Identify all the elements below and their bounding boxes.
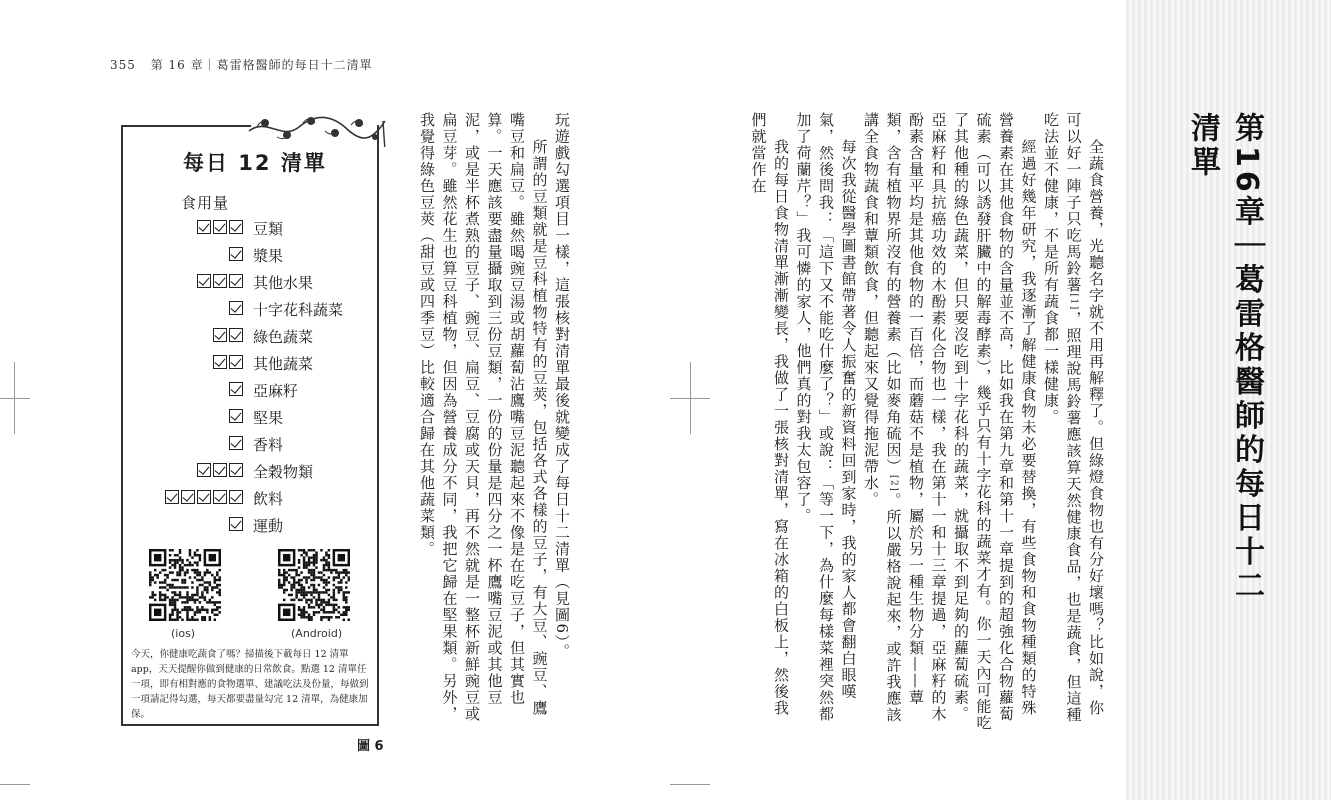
checklist-item-label: 豆類 — [253, 220, 284, 238]
checked-box-icon — [181, 490, 195, 504]
checkbox-group — [229, 301, 243, 315]
checked-box-icon — [197, 274, 211, 288]
paragraph: 我的每日食物清單漸漸變長，我做了一張核對清單，寫在冰箱的白板上，然後我們就當作在 — [749, 112, 790, 717]
checked-box-icon — [197, 490, 211, 504]
checklist-item-label: 十字花科蔬菜 — [253, 301, 344, 319]
checked-box-icon — [229, 490, 243, 504]
checkbox-group — [197, 220, 243, 234]
paragraph: 玩遊戲勾選項目一樣，這張核對清單最後就變成了每日十二清單（見圖6）。 — [553, 112, 571, 661]
paragraph: 經過好幾年研究，我逐漸了解健康食物未必要替換，有些食物和食物種類的特殊營養素在其他食物的含量並不高，比如我在第九章和第十一章提到的超強化合物蘿蔔硫素（可以誘發肝臟中的解毒酵素），幾乎只有十字花科的蔬菜才有。你一天內可能吃了其他種的綠色蔬菜，但只要沒吃到十字花科的蔬菜，就攝取不到足夠的蘿蔔硫素。亞麻籽和具抗癌功效的木酚素化合物也一樣，我在第十一和十三章提過，亞麻籽的木酚素含量平均是其他食物的一百倍，而蘑菇不是植物，屬於另一種生物分類——蕈類，含有植物界所沒有的營養素（比如麥角硫因）[2]。所以嚴格說起來，或許我應該講全食物蔬食和蕈類飲食，但聽起來又覺得拖泥帶水。 — [862, 112, 1038, 732]
checklist-item-label: 漿果 — [253, 247, 284, 265]
checked-box-icon — [229, 409, 243, 423]
qr-code-ios — [149, 549, 221, 621]
checked-box-icon — [213, 274, 227, 288]
quantity-header: 食用量 — [181, 194, 230, 212]
checklist-title: 每日 12 清單 — [183, 151, 327, 175]
checklist-item-label: 全穀物類 — [253, 463, 314, 481]
checkbox-group — [229, 436, 243, 450]
checkbox-group — [229, 517, 243, 531]
checked-box-icon — [229, 301, 243, 315]
checklist-item — [123, 220, 379, 240]
checked-box-icon — [197, 220, 211, 234]
checked-box-icon — [197, 463, 211, 477]
checkbox-group — [197, 274, 243, 288]
checklist-item — [123, 247, 379, 267]
checked-box-icon — [229, 274, 243, 288]
checklist-item — [123, 328, 379, 348]
checkbox-group — [229, 247, 243, 261]
checkbox-group — [197, 463, 243, 477]
checked-box-icon — [229, 436, 243, 450]
checklist-item-label: 其他蔬菜 — [253, 355, 314, 373]
footnote-ref: [1] — [1068, 293, 1079, 311]
left-page-body — [413, 112, 573, 732]
checked-box-icon — [229, 355, 243, 369]
checklist-item — [123, 517, 379, 537]
box-top-border — [123, 125, 251, 127]
checked-box-icon — [213, 355, 227, 369]
running-header-chapter: 第 16 章｜葛雷格醫師的每日十二清單 — [150, 58, 373, 72]
checked-box-icon — [229, 328, 243, 342]
qr-label-ios: (ios) — [171, 627, 196, 640]
qr-label-android: (Android) — [291, 627, 343, 640]
figure-label: 圖 6 — [357, 739, 384, 754]
crop-mark — [0, 784, 30, 785]
checklist-item — [123, 409, 379, 429]
checklist-item-label: 香料 — [253, 436, 284, 454]
checkbox-group — [165, 490, 243, 504]
right-page-body — [749, 112, 1107, 732]
checklist-item-label: 其他水果 — [253, 274, 314, 292]
checked-box-icon — [229, 220, 243, 234]
checklist-item-label: 堅果 — [253, 409, 284, 427]
checklist-item-label: 飲料 — [253, 490, 284, 508]
checked-box-icon — [213, 490, 227, 504]
checked-box-icon — [213, 463, 227, 477]
paragraph: 所謂的豆類就是豆科植物特有的豆莢，包括各式各樣的豆子，有大豆、豌豆、鷹嘴豆和扁豆。雖然喝豌豆湯或胡蘿蔔沾鷹嘴豆泥聽起來不像是在吃豆子，但其實也算。一天應該要盡量攝取到三份豆類，一份的份量是四分之一杯鷹嘴豆泥或其他豆泥，或是半杯煮熟的豆子、豌豆、扁豆、豆腐或天貝，再不然就是一整杯新鮮豌豆或扁豆芽。雖然花生也算豆科植物，但因為營養成分不同，我把它歸在堅果類。另外，我覺得綠色豆莢（甜豆或四季豆）比較適合歸在其他蔬菜類。 — [418, 112, 549, 723]
crop-mark — [0, 398, 30, 399]
vine-ornament-icon — [247, 111, 387, 147]
crop-mark — [670, 784, 710, 785]
checklist-note: 今天，你健康吃蔬食了嗎？掃描後下載每日 12 清單 app，天天提醒你做到健康的日常飲食。點選 12 清單任一項，即有相對應的食物選單、建議吃法及份量，每做到一項請記得勾選，每天都要盡量勾完 12 清單，為健康加保。 — [131, 649, 369, 720]
checked-box-icon — [229, 463, 243, 477]
daily-dozen-figure — [121, 125, 379, 726]
checklist-item-label: 綠色蔬菜 — [253, 328, 314, 346]
checklist-item — [123, 301, 379, 321]
checkbox-group — [213, 355, 243, 369]
checked-box-icon — [229, 247, 243, 261]
crop-mark — [14, 362, 15, 434]
checked-box-icon — [213, 220, 227, 234]
checked-box-icon — [229, 517, 243, 531]
checklist-item-label: 運動 — [253, 517, 284, 535]
checklist-item-label: 亞麻籽 — [253, 382, 299, 400]
checklist-item — [123, 274, 379, 294]
checklist-item — [123, 463, 379, 483]
qr-code-android — [278, 549, 350, 621]
checked-box-icon — [213, 328, 227, 342]
checklist-item — [123, 382, 379, 402]
checkbox-group — [229, 382, 243, 396]
checklist-item — [123, 490, 379, 510]
checklist-item — [123, 436, 379, 456]
page-number: 355 — [110, 58, 136, 72]
checkbox-group — [213, 328, 243, 342]
checklist-item — [123, 355, 379, 375]
checked-box-icon — [165, 490, 179, 504]
paragraph: 每次我從醫學圖書館帶著令人振奮的新資料回到家時，我的家人都會翻白眼嘆氣，然後問我：「這下又不能吃什麼了？」或說：「等一下，為什麼每樣菜裡突然都加了荷蘭芹？」我可憐的家人，他們真的對我太包容了。 — [794, 112, 858, 723]
crop-mark — [690, 362, 691, 434]
checked-box-icon — [229, 382, 243, 396]
footnote-ref: [2] — [888, 475, 899, 493]
running-header — [110, 56, 383, 73]
chapter-title: 第16章｜葛雷格醫師的每日十二清單 — [1185, 112, 1264, 604]
checkbox-group — [229, 409, 243, 423]
paragraph: 全蔬食營養，光聽名字就不用再解釋了。但綠燈食物也有分好壞嗎？比如說，你可以好一陣子只吃馬鈴薯[1]，照理說馬鈴薯應該算天然健康食品，也是蔬食，但這種吃法並不健康，不是所有蔬食都一樣健康。 — [1042, 112, 1105, 724]
